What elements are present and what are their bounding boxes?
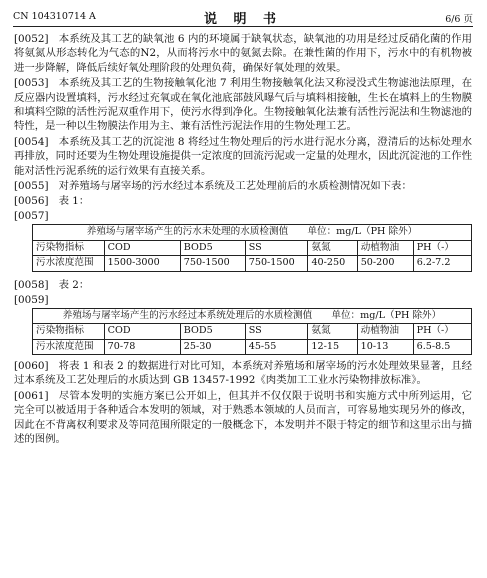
table-row [33,256,472,272]
table-header-cell: BOD5 [180,324,245,340]
table-header-cell: SS [245,324,308,340]
paragraph-tag: [0055] [14,180,49,193]
table-cell: 12-15 [308,339,357,355]
water-quality-table-2 [32,308,472,356]
table-cell: 污水浓度范围 [33,256,105,272]
paragraph-0059 [14,293,472,308]
table-header-cell: PH（-） [413,324,471,340]
paragraph-0056 [14,194,472,209]
table-cell: 45-55 [245,339,308,355]
paragraph-text: 对养殖场与屠宰场的污水经过本系统及工艺处理前后的水质检测情况如下表： [58,180,412,193]
paragraph-text: 本系统及其工艺的缺氧池 6 内的环境属于缺氧状态，缺氧池的功用是经过反硝化菌的作用将氨氮从形态转化为气态的N2，从而将污水中的氨氮去除。在兼性菌的作用下，污水中的有机物被进一步降解，降低后续好氧处理阶段的处理负荷，确保好氧处理的效果。 [14,33,472,74]
table-caption: 养殖场与屠宰场产生的污水未处理的水质检测值 单位：mg/L（PH 除外） [33,225,472,241]
paragraph-tag: [0052] [14,33,49,45]
paragraph-0061 [14,389,472,447]
paragraph-tag: [0058] [14,278,49,291]
table-cell: 50-200 [357,256,413,272]
table-cell: 40-250 [308,256,357,272]
table-cell: 污水浓度范围 [33,339,105,355]
table-row [33,339,472,355]
table-header-cell: COD [104,324,180,340]
table-cell: 1500-3000 [104,256,180,272]
paragraph-0058 [14,278,472,293]
doc-number: CN 104310714 A [13,11,96,22]
table-header-row [33,240,472,256]
paragraph-0057 [14,209,472,224]
paragraph-tag: [0057] [14,210,49,223]
table-header-cell: BOD5 [180,240,245,256]
table-cell: 70-78 [104,339,180,355]
table-header-cell: 氨氮 [308,240,357,256]
paragraph-text: 尽管本发明的实施方案已公开如上，但其并不仅仅限于说明书和实施方式中所列运用，它完全可以被适用于各种适合本发明的领域，对于熟悉本领域的人员而言，可容易地实现另外的修改，因此在不背离权利要求及等同范围所限定的一般概念下，本发明并不限于特定的细节和这里示出与描述的图例。 [14,389,472,446]
table-cell: 6.5-8.5 [413,339,471,355]
page-header [13,8,473,27]
table-cell: 10-13 [357,339,413,355]
table-caption: 养殖场与屠宰场产生的污水经过本系统处理后的水质检测值 单位：mg/L（PH 除外） [33,308,472,324]
table-label: 表 1： [58,195,90,208]
table-header-cell: SS [245,240,308,256]
paragraph-tag: [0059] [14,293,49,306]
table-cell: 25-30 [180,339,245,355]
table-cell: 750-1500 [245,256,308,272]
paragraph-0052 [14,32,472,75]
table-header-cell: 氨氮 [308,324,357,340]
table-cell: 6.2-7.2 [413,256,471,272]
paragraph-tag: [0060] [14,360,49,373]
doc-title: 说 明 书 [203,12,283,27]
table-header-cell: 动植物油 [357,240,413,256]
paragraph-0054 [14,135,472,178]
water-quality-table-1 [32,224,472,272]
paragraph-0053 [14,76,472,134]
table-header-cell: 污染物指标 [33,324,105,340]
paragraph-tag: [0056] [14,195,49,208]
table-header-cell: COD [104,240,180,256]
paragraph-tag: [0061] [14,389,49,402]
paragraph-0060 [14,359,472,388]
paragraph-tag: [0054] [14,135,49,148]
paragraph-tag: [0053] [14,77,49,90]
paragraph-0055 [14,179,472,194]
table-header-cell: 动植物油 [357,324,413,340]
page-body [14,32,472,448]
table-header-row [33,324,472,340]
table-label: 表 2： [58,278,90,291]
paragraph-text: 本系统及其工艺的生物接触氧化池 7 利用生物接触氧化法又称浸没式生物滤池法原理，在反应器内设置填料，污水经过充氧或在氧化池底部鼓风曝气后与填料相接触，生长在填料上的生物膜和填料空隙的活性污泥双重作用下，使污水得到净化。生物接触氧化法兼有活性污泥法和生物滤池的特性，是一种以生物膜法作用为主、兼有活性污泥法作用的生物处理工艺。 [14,77,472,133]
table-cell: 750-1500 [180,256,245,272]
table-caption-row [33,225,472,241]
paragraph-text: 将表 1 和表 2 的数据进行对比可知，本系统对养殖场和屠宰场的污水处理效果显著，且经过本系统及工艺处理后的水质达到 GB 13457-1992《肉类加工工业水污染物排放标准》。 [14,360,472,387]
table-header-cell: 污染物指标 [33,240,105,256]
page-number: 6/6 页 [445,14,473,25]
table-caption-row [33,308,472,324]
table-header-cell: PH（-） [413,240,471,256]
paragraph-text: 本系统及其工艺的沉淀池 8 将经过生物处理后的污水进行泥水分离，澄清后的达标处理水再排放，同时还要为生物处理设施提供一定浓度的回流污泥或一定量的处理水，因此沉淀池的工作性能对活性污泥系统的运行效果有直接关系。 [14,135,472,177]
